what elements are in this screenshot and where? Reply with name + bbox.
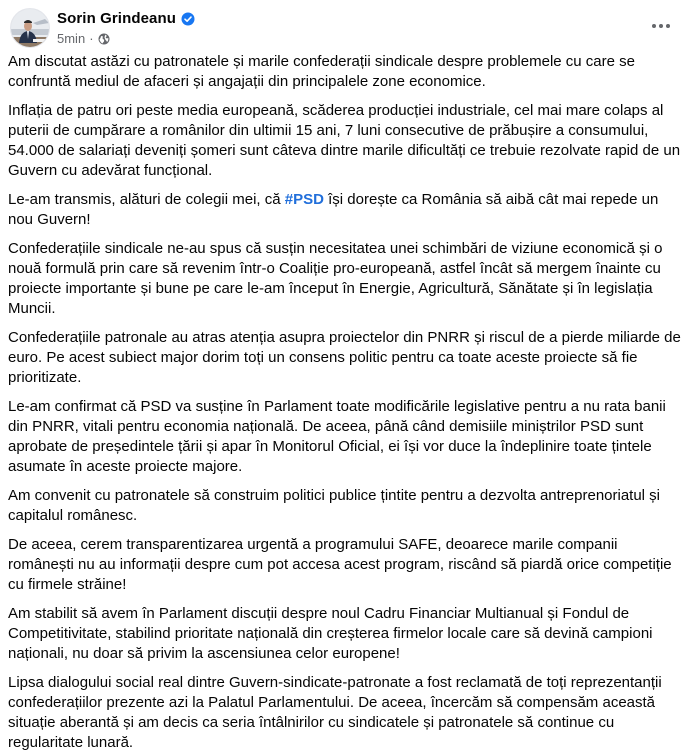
more-dot-icon [652, 24, 656, 28]
more-dot-icon [659, 24, 663, 28]
paragraph-text: își dorește ca România să aibă cât mai repede un nou Guvern! [8, 191, 659, 228]
post-paragraph [8, 190, 683, 230]
post-paragraph: Inflația de patru ori peste media europeană, scăderea producției industriale, cel mai mare colaps al puterii de cumpărare a românilor din ultimii 15 ani, 7 luni consecutive de prăbușire a consumului, 54.000 de salariați deveniți șomeri sunt câteva dintre marile dificultăți ce trebuie rezolvate rapid de un Guvern cu adevărat funcțional. [8, 102, 681, 179]
post-body [0, 52, 693, 753]
post-paragraph: Lipsa dialogului social real dintre Guvern-sindicate-patronate a fost reclamată de toți reprezentanții confederațiilor prezente azi la Palatul Parlamentului. De aceea, încercăm să compensăm această situație aberantă și am decis ca seria întâlnirilor cu sindicatele și patronatele să continue cu regularitate lunară. [8, 674, 662, 751]
post-meta [57, 31, 110, 46]
post-header [0, 0, 693, 52]
author-row [57, 10, 195, 27]
post-paragraph: Confederațiile patronale au atras atenția asupra proiectelor din PNRR și riscul de a pierde miliarde de euro. Pe acest subiect major dorim toți un consens politic pentru ca toate aceste proiecte să fie prioritizate. [8, 329, 681, 386]
more-options-button[interactable] [649, 14, 673, 38]
avatar-photo [11, 9, 50, 48]
hashtag-link[interactable]: #PSD [284, 191, 324, 208]
post-timestamp[interactable]: 5min [57, 31, 86, 46]
author-avatar[interactable] [10, 8, 50, 48]
post-paragraph: Am stabilit să avem în Parlament discuții despre noul Cadru Financiar Multianual și Fondul de Competitivitate, stabilind prioritate națională din creșterea firmelor locale care să devină campioni naționali, nu doar să privim la ascensiunea celor europene! [8, 605, 653, 662]
post-paragraph: Am convenit cu patronatele să construim politici publice țintite pentru a dezvolta antreprenoriatul și capitalul românesc. [8, 487, 661, 524]
post-paragraph: Am discutat astăzi cu patronatele și marile confederații sindicale despre problemele cu care se confruntă mediul de afaceri și angajații din principalele zone economice. [8, 53, 635, 90]
post-paragraph: Confederațiile sindicale ne-au spus că susțin necesitatea unei schimbări de viziune economică și o nouă formulă prin care să revenim într-o Coaliție pro-europeană, astfel încât să mergem înainte cu proiecte importante și bune pe care le-am început în Energie, Agricultură, Sănătate și în legislația Muncii. [8, 240, 663, 317]
author-name[interactable]: Sorin Grindeanu [57, 10, 177, 27]
more-dot-icon [666, 24, 670, 28]
globe-icon[interactable] [98, 33, 110, 45]
post-paragraph: De aceea, cerem transparentizarea urgentă a programului SAFE, deoarece marile companii românești nu au informații despre cum pot accesa acest program, riscând să piardă orice competiție cu firmele străine! [8, 536, 672, 593]
verified-badge-icon [181, 12, 195, 26]
meta-separator: · [89, 31, 94, 46]
paragraph-text: Le-am transmis, alături de colegii mei, că [8, 191, 285, 208]
post-paragraph: Le-am confirmat că PSD va susține în Parlament toate modificările legislative pentru a nu rata banii din PNRR, vitali pentru economia națională. De aceea, până când demisiile miniștrilor PSD sunt aprobate de președintele țării și apar în Monitorul Oficial, ei își vor duce la îndeplinire toate țintele asumate în aceste proiecte majore. [8, 398, 666, 475]
